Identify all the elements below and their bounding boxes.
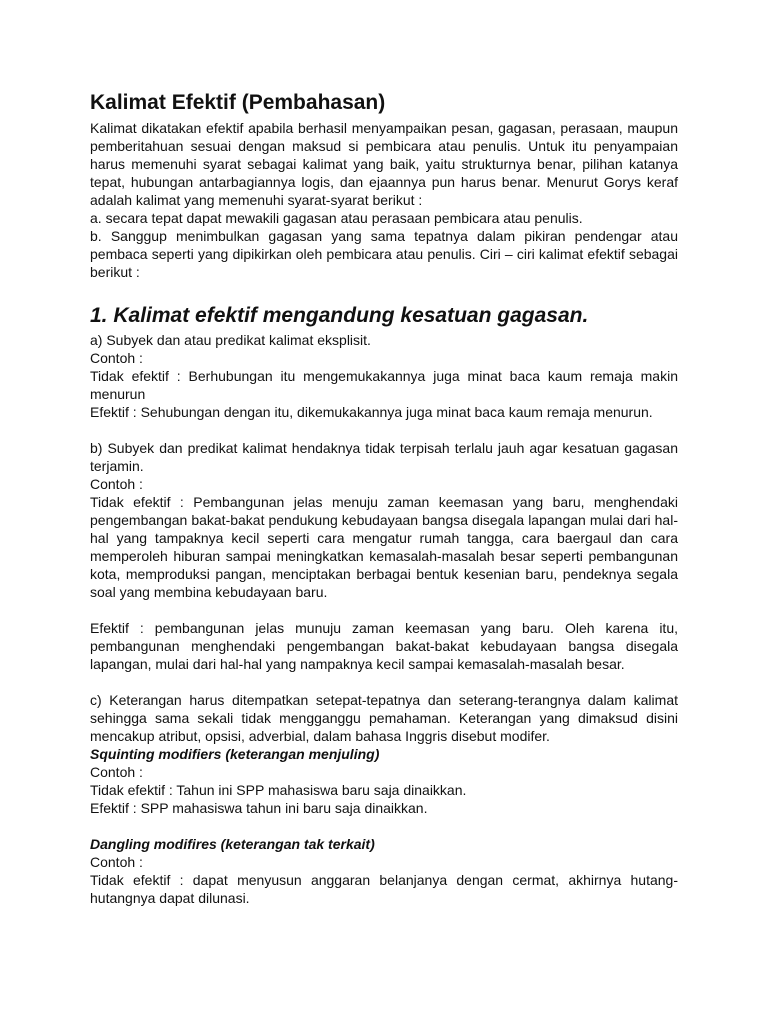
section-1a-tidak-efektif: Tidak efektif : Berhubungan itu mengemukakannya juga minat baca kaum remaja makin menurun — [90, 368, 678, 402]
document-title: Kalimat Efektif (Pembahasan) — [90, 91, 386, 114]
squinting-modifiers-title: Squinting modifiers (keterangan menjuling) — [90, 746, 380, 762]
section-1b-contoh: Contoh : — [90, 476, 143, 492]
section-1a-title: a) Subyek dan atau predikat kalimat eksplisit. — [90, 332, 371, 348]
section-1b-title: b) Subyek dan predikat kalimat hendaknya tidak terpisah terlalu jauh agar kesatuan gagasan terjamin. — [90, 440, 678, 474]
point-b: b. Sanggup menimbulkan gagasan yang sama tepatnya dalam pikiran pendengar atau pembaca seperti yang dipikirkan oleh pembicara atau penulis. Ciri – ciri kalimat efektif sebagai berikut : — [90, 228, 678, 280]
section-1b-efektif: Efektif : pembangunan jelas munuju zaman keemasan yang baru. Oleh karena itu, pembangunan menghendaki pengembangan bakat-bakat kebudayaan bangsa disegala lapangan, mulai dari hal-hal yang nampaknya kecil sampai kemasalah-masalah besar. — [90, 620, 678, 672]
dangling-tidak-efektif: Tidak efektif : dapat menyusun anggaran belanjanya dengan cermat, akhirnya hutang-hutangnya dapat dilunasi. — [90, 872, 678, 906]
squinting-tidak-efektif: Tidak efektif : Tahun ini SPP mahasiswa baru saja dinaikkan. — [90, 782, 467, 798]
section-1-heading: 1. Kalimat efektif mengandung kesatuan gagasan. — [90, 304, 589, 327]
section-1b-tidak-efektif: Tidak efektif : Pembangunan jelas menuju zaman keemasan yang baru, menghendaki pengembangan bakat-bakat pendukung kebudayaan bangsa disegala lapangan mulai dari hal-hal yang tampaknya kecil seperti cara mengatur rumah tangga, cara baergaul dan cara memperoleh hiburan sampai meningkatkan kemasalah-masalah besar seperti pembangunan kota, memproduksi pangan, menciptakan berbagai bentuk kesenian baru, pendeknya segala soal yang membina kebudayaan baru. — [90, 494, 678, 600]
dangling-modifiers-title: Dangling modifires (keterangan tak terkait) — [90, 836, 375, 852]
dangling-contoh: Contoh : — [90, 854, 143, 870]
spacer — [90, 601, 678, 619]
section-1c-title: c) Keterangan harus ditempatkan setepat-tepatnya dan seterang-terangnya dalam kalimat sehingga sama sekali tidak mengganggu pemahaman. Keterangan yang dimaksud disini mencakup atribut, opsisi, adverbial, dalam bahasa Inggris disebut modifer. — [90, 692, 678, 744]
squinting-contoh: Contoh : — [90, 764, 143, 780]
spacer — [90, 817, 678, 835]
intro-paragraph: Kalimat dikatakan efektif apabila berhasil menyampaikan pesan, gagasan, perasaan, maupun pemberitahuan sesuai dengan maksud si pembicara atau penulis. Untuk itu penyampaian harus memenuhi syarat sebagai kalimat yang baik, yaitu strukturnya benar, pilihan katanya tepat, hubungan antarbagiannya logis, dan ejaannya pun harus benar. Menurut Gorys keraf adalah kalimat yang memenuhi syarat-syarat berikut : — [90, 120, 678, 208]
squinting-efektif: Efektif : SPP mahasiswa tahun ini baru saja dinaikkan. — [90, 800, 428, 816]
point-a: a. secara tepat dapat mewakili gagasan atau perasaan pembicara atau penulis. — [90, 210, 583, 226]
section-1a-contoh: Contoh : — [90, 350, 143, 366]
spacer — [90, 673, 678, 691]
spacer — [90, 421, 678, 439]
section-1a-efektif: Efektif : Sehubungan dengan itu, dikemukakannya juga minat baca kaum remaja menurun. — [90, 404, 653, 420]
